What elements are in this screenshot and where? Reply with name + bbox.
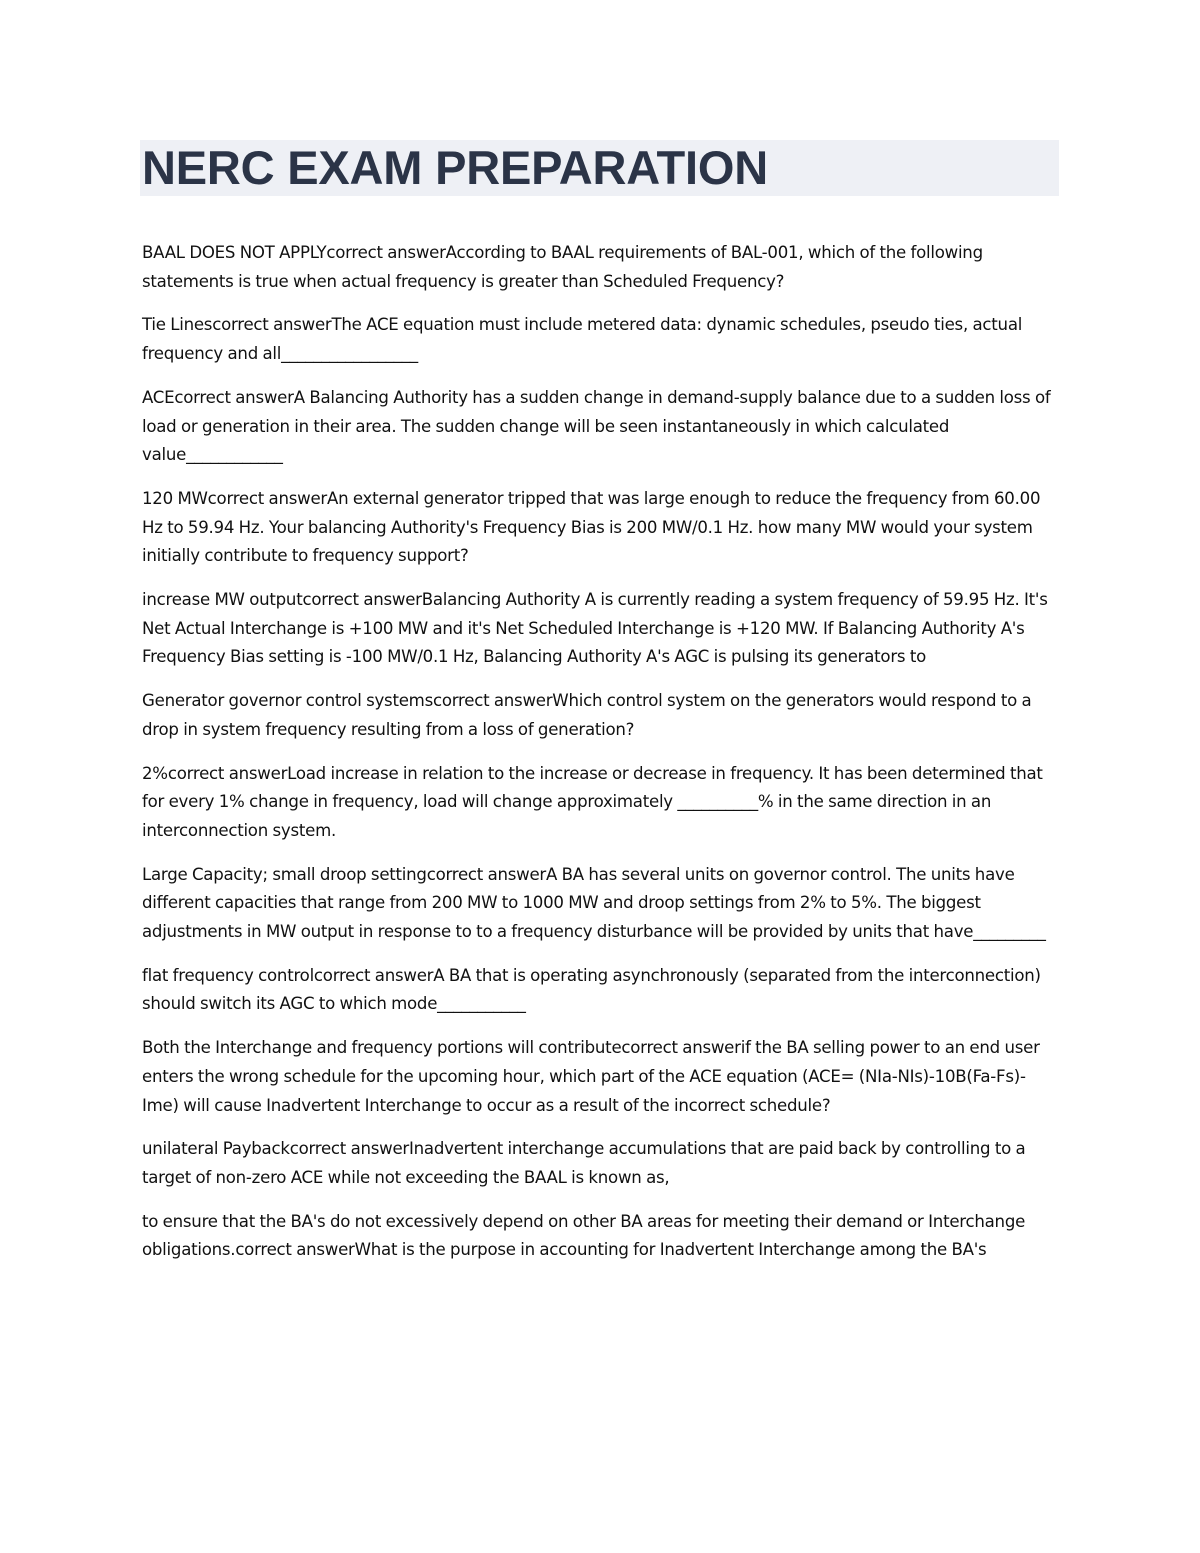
page-title: NERC EXAM PREPARATION — [142, 141, 768, 194]
qa-item-11: unilateral Paybackcorrect answerInadvertent interchange accumulations that are paid back by controlling to a target of non-zero ACE while not exceeding the BAAL is known as, — [142, 1139, 1026, 1187]
question-answer-list — [142, 239, 1062, 1280]
qa-item-8: Large Capacity; small droop settingcorrect answerA BA has several units on governor control. The units have different capacities that range from 200 MW to 1000 MW and droop settings from 2% to 5%. The biggest adjustments in MW output in response to to a frequency disturbance will be provided by units that have_________ — [142, 864, 1046, 942]
qa-item-2: Tie Linescorrect answerThe ACE equation must include metered data: dynamic schedules, pseudo ties, actual frequency and all_________________ — [142, 315, 1023, 364]
qa-item-6: Generator governor control systemscorrect answerWhich control system on the generators would respond to a drop in system frequency resulting from a loss of generation? — [142, 691, 1032, 739]
qa-item-7: 2%correct answerLoad increase in relation to the increase or decrease in frequency. It has been determined that for every 1% change in frequency, load will change approximately __________% in the same direction in an interconnection system. — [142, 763, 1043, 840]
qa-item-1: BAAL DOES NOT APPLYcorrect answerAccording to BAAL requirements of BAL-001, which of the following statements is true when actual frequency is greater than Scheduled Frequency? — [142, 243, 983, 291]
qa-item-4: 120 MWcorrect answerAn external generator tripped that was large enough to reduce the frequency from 60.00 Hz to 59.94 Hz. Your balancing Authority's Frequency Bias is 200 MW/0.1 Hz. how many MW would your system initially contribute to frequency support? — [142, 488, 1041, 566]
qa-item-5: increase MW outputcorrect answerBalancing Authority A is currently reading a system frequency of 59.95 Hz. It's Net Actual Interchange is +100 MW and it's Net Scheduled Interchange is +120 MW. If Balancing Authority A's Frequency Bias setting is -100 MW/0.1 Hz, Balancing Authority A's AGC is pulsing its generators to — [142, 590, 1048, 667]
qa-item-3: ACEcorrect answerA Balancing Authority has a sudden change in demand-supply balance due to a sudden loss of load or generation in their area. The sudden change will be seen instantaneously in which calculated value____________ — [142, 387, 1051, 465]
qa-item-9: flat frequency controlcorrect answerA BA that is operating asynchronously (separated from the interconnection) should switch its AGC to which mode___________ — [142, 965, 1041, 1014]
qa-item-12: to ensure that the BA's do not excessively depend on other BA areas for meeting their demand or Interchange obligations.correct answerWhat is the purpose in accounting for Inadvertent Interchange among the BA's — [142, 1211, 1026, 1260]
qa-item-10: Both the Interchange and frequency portions will contributecorrect answerif the BA selling power to an end user enters the wrong schedule for the upcoming hour, which part of the ACE equation (ACE= (NIa-NIs)-10B(Fa-Fs)-Ime) will cause Inadvertent Interchange to occur as a result of the incorrect schedule? — [142, 1038, 1040, 1115]
